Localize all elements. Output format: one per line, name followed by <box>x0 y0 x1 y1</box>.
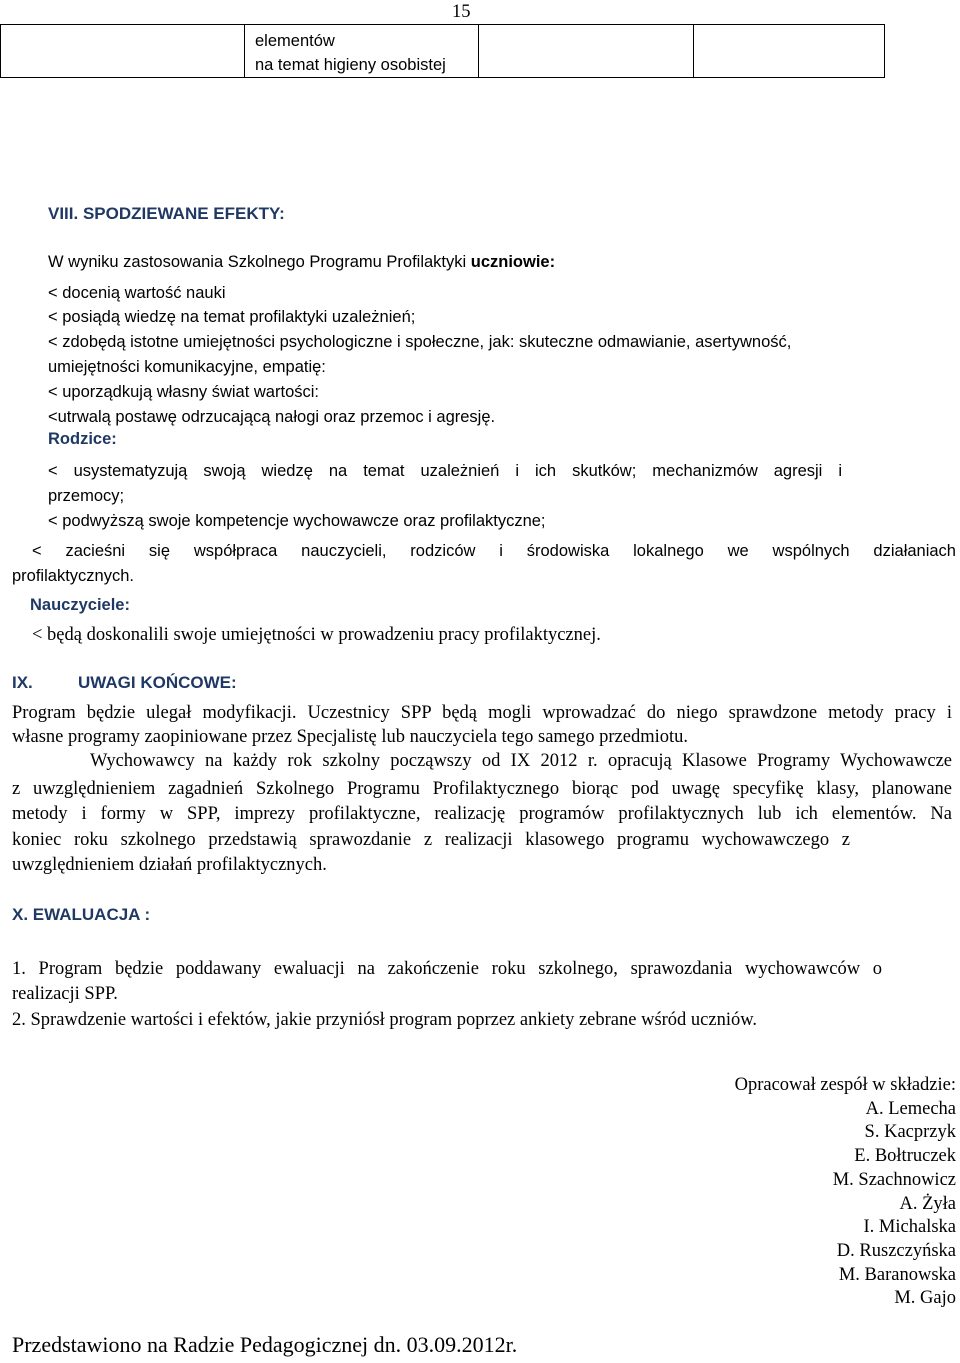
teachers-item-1: < będą doskonalili swoje umiejętności w prowadzeniu pracy profilaktycznej. <box>32 625 601 645</box>
signature-name: M. Szachnowicz <box>832 1169 956 1190</box>
intro-text: W wyniku zastosowania Szkolnego Programu Profilaktyki <box>48 253 471 271</box>
students-item-3-cont: umiejętności komunikacyjne, empatię: <box>48 358 326 376</box>
remarks-line-1: Program będzie ulegał modyfikacji. Uczestnicy SPP będą mogli wprowadzać do niego sprawdzone metody pracy i <box>12 703 952 723</box>
section-9-heading-number: IX. <box>12 673 33 692</box>
students-item-3: < zdobędą istotne umiejętności psychologiczne i społeczne, jak: skuteczne odmawianie, asertywność, <box>48 333 792 351</box>
parents-item-3: < zacieśni się współpraca nauczycieli, rodziców i środowiska lokalnego we wspólnych działaniach <box>32 542 956 560</box>
parents-item-3-cont: profilaktycznych. <box>12 567 134 585</box>
section-10-heading: X. EWALUACJA : <box>12 905 151 924</box>
evaluation-item-1: 1. Program będzie poddawany ewaluacji na zakończenie roku szkolnego, sprawozdania wychowawców o <box>12 959 882 979</box>
parents-label: Rodzice: <box>48 430 117 448</box>
section-8-heading: VIII. SPODZIEWANE EFEKTY: <box>48 204 285 223</box>
section-8-intro <box>48 250 555 274</box>
presented-note: Przedstawiono na Radzie Pedagogicznej dn. 03.09.2012r. <box>12 1332 518 1357</box>
table-fragment <box>0 24 885 78</box>
table-cell-3 <box>479 25 694 78</box>
signature-name: M. Baranowska <box>838 1264 956 1285</box>
signature-name: A. Lemecha <box>865 1098 956 1119</box>
parents-item-1-cont: przemocy; <box>48 487 125 505</box>
students-item-1: < docenią wartość nauki <box>48 284 226 302</box>
signature-name: E. Bołtruczek <box>854 1146 956 1167</box>
page-number: 15 <box>452 2 471 22</box>
remarks-line-3: Wychowawcy na każdy rok szkolny począwszy od IX 2012 r. opracują Klasowe Programy Wychowawcze <box>90 751 952 771</box>
signature-name: M. Gajo <box>894 1288 956 1309</box>
signature-name: D. Ruszczyńska <box>836 1240 956 1261</box>
students-item-4: < uporządkują własny świat wartości: <box>48 383 319 401</box>
intro-students-label: uczniowie: <box>470 253 556 271</box>
signature-block <box>735 1074 956 1311</box>
evaluation-item-1-cont: realizacji SPP. <box>12 984 118 1004</box>
teachers-label: Nauczyciele: <box>30 596 130 614</box>
parents-item-2: < podwyższą swoje kompetencje wychowawcze oraz profilaktyczne; <box>48 512 546 530</box>
table-cell-4 <box>694 25 885 78</box>
table-cell-2 <box>245 25 479 78</box>
signature-name: I. Michalska <box>863 1217 956 1238</box>
parents-item-1: < usystematyzują swoją wiedzę na temat uzależnień i ich skutków; mechanizmów agresji i <box>48 462 842 480</box>
remarks-line-6: koniec roku szkolnego przedstawią sprawozdanie z realizacji klasowego programu wychowawczego z <box>12 830 850 850</box>
remarks-line-2: własne programy zaopiniowane przez Specjalistę lub nauczyciela tego samego przedmiotu. <box>12 727 689 747</box>
remarks-line-5: metody i formy w SPP, imprezy profilaktyczne, realizację programów profilaktycznych lub ich elementów. Na <box>12 804 952 824</box>
signature-name: S. Kacprzyk <box>864 1122 956 1143</box>
table-cell-text-2: na temat higieny osobistej <box>255 56 446 74</box>
remarks-line-4: z uwzględnieniem zagadnień Szkolnego Programu Profilaktycznego biorąc pod uwagę specyfikę klasy, planowane <box>12 779 952 799</box>
students-item-2: < posiądą wiedzę na temat profilaktyki uzależnień; <box>48 308 416 326</box>
signature-name: A. Żyła <box>899 1193 956 1214</box>
evaluation-item-2: 2. Sprawdzenie wartości i efektów, jakie przyniósł program poprzez ankiety zebrane wśród uczniów. <box>12 1010 758 1030</box>
table-cell-text-1: elementów <box>255 32 335 50</box>
remarks-line-7: uwzględnieniem działań profilaktycznych. <box>12 855 327 875</box>
table-cell-1 <box>1 25 245 78</box>
students-item-5: <utrwalą postawę odrzucającą nałogi oraz przemoc i agresję. <box>48 408 496 426</box>
section-9-heading: UWAGI KOŃCOWE: <box>78 673 237 692</box>
signature-title: Opracował zespół w składzie: <box>734 1075 956 1095</box>
